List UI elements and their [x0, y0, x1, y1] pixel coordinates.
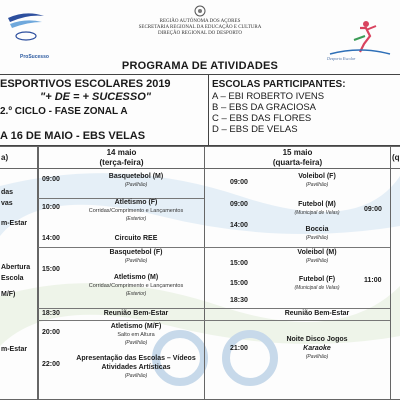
activity-name: Noite Disco Jogos [286, 336, 348, 343]
activity-detail: Atividades Artísticas [101, 364, 171, 371]
page-title: PROGRAMA DE ATIVIDADES [121, 60, 279, 72]
activity-detail: Salto em Altura [117, 332, 155, 338]
info-divider [208, 75, 209, 145]
day-header: (q [391, 147, 400, 169]
time-label: 15:00 [230, 280, 248, 287]
time-label: 18:30 [230, 297, 248, 304]
time-label: 09:00 [364, 206, 382, 213]
time-label: 15:00 [230, 260, 248, 267]
schedule-grid [0, 146, 400, 400]
activity-venue: (Municipal de Velas) [294, 285, 340, 291]
header-line-2: SECRETARIA REGIONAL DA EDUCAÇÃO E CULTURA [138, 25, 262, 30]
government-header [125, 4, 275, 37]
activity-venue: (Pavilhão) [124, 258, 148, 264]
school-item: C – EBS DAS FLORES [212, 113, 312, 124]
activity-name: Basquetebol (M) [108, 173, 164, 180]
day-column-monday [0, 146, 38, 400]
event-cycle: 2.º CICLO - FASE ZONAL A [0, 106, 128, 117]
activity-detail: Corridas/Comprimento e Lançamentos [88, 208, 184, 214]
fragment-text: das [1, 189, 14, 196]
activity-venue: (Pavilhão) [124, 373, 148, 379]
fragment-text: Abertura [1, 264, 31, 271]
activity-name: Boccia [305, 226, 329, 233]
activity-name: Atletismo (F) [114, 199, 158, 206]
activity-venue: (Municipal de Velas) [294, 210, 340, 216]
activity-venue: (Pavilhão) [305, 354, 329, 360]
time-label: 09:00 [230, 201, 248, 208]
row-divider [204, 320, 391, 321]
activity-name: Futebol (F) [298, 276, 336, 283]
school-item: D – EBS DE VELAS [212, 124, 298, 135]
activity-name: Atletismo (M/F) [110, 323, 162, 330]
header-line-3: DIREÇÃO REGIONAL DO DESPORTO [157, 31, 242, 36]
header-line-1: REGIÃO AUTÓNOMA DOS AÇORES [159, 19, 241, 24]
participating-schools [212, 79, 400, 135]
activity-venue: (Exterior) [125, 291, 147, 297]
activity-name: Basquetebol (F) [109, 249, 163, 256]
school-sports-logo-icon [326, 18, 394, 58]
activity-name: Circuito REE [114, 235, 158, 242]
time-label: 14:00 [230, 222, 248, 229]
row-divider [38, 247, 205, 248]
coat-of-arms-icon [193, 4, 207, 18]
event-name: ESPORTIVOS ESCOLARES 2019 [0, 78, 171, 90]
time-label: 10:00 [42, 204, 60, 211]
time-label: 11:00 [364, 277, 382, 284]
time-label: 14:00 [42, 235, 60, 242]
event-dates: A 16 DE MAIO - EBS VELAS [0, 130, 146, 142]
day-weekday: (terça-feira) [99, 158, 144, 167]
row-divider [204, 247, 391, 248]
activity-venue: (Pavilhão) [124, 340, 148, 346]
day-header [205, 147, 390, 169]
activity-name: Futebol (M) [298, 201, 336, 208]
time-label: 20:00 [42, 329, 60, 336]
time-label: 21:00 [230, 345, 248, 352]
day-date: 15 maio [282, 148, 313, 157]
activity-venue: (Pavilhão) [124, 182, 148, 188]
activity-venue: (Pavilhão) [305, 235, 329, 241]
fragment-text: M/F) [1, 291, 16, 298]
fragment-text: m-Estar [1, 220, 28, 227]
time-label: 18:30 [42, 310, 60, 317]
event-info-box [0, 74, 400, 146]
row-divider [38, 320, 205, 321]
activity-name: Reunião Bem-Estar [284, 310, 350, 317]
school-item: A – EBI ROBERTO IVENS [212, 91, 325, 102]
day-header [39, 147, 204, 169]
day-date: 14 maio [106, 148, 137, 157]
day-header: a) [0, 147, 37, 169]
time-label: 22:00 [42, 361, 60, 368]
activity-venue: (Exterior) [125, 216, 147, 222]
activity-name: Atletismo (M) [113, 274, 159, 281]
event-slogan: "+ DE = + SUCESSO" [40, 91, 151, 103]
schools-heading: ESCOLAS PARTICIPANTES: [212, 79, 346, 90]
activity-detail: Corridas/Comprimento e Lançamentos [88, 283, 184, 289]
activity-name: Reunião Bem-Estar [103, 310, 169, 317]
time-label: 09:00 [230, 179, 248, 186]
activity-name: Voleibol (M) [297, 249, 337, 256]
fragment-text: m-Estar [1, 346, 28, 353]
day-column-thursday [390, 146, 400, 400]
activity-venue: (Pavilhão) [305, 182, 329, 188]
fragment-text: vas [1, 200, 13, 207]
row-divider [38, 308, 205, 309]
row-divider [204, 308, 391, 309]
day-weekday: (quarta-feira) [272, 158, 323, 167]
activity-detail: Karaoke [303, 345, 331, 352]
right-logo-caption: Desporto Escolar [327, 56, 356, 61]
time-label: 09:00 [42, 176, 60, 183]
school-item: B – EBS DA GRACIOSA [212, 102, 317, 113]
regional-logo-icon [4, 6, 48, 46]
prosucesso-logo-caption: ProSucesso [20, 54, 49, 60]
fragment-text: Escola [1, 275, 24, 282]
activity-name: Voleibol (F) [298, 173, 336, 180]
time-label: 15:00 [42, 266, 60, 273]
activity-venue: (Pavilhão) [305, 258, 329, 264]
activity-name: Apresentação das Escolas – Vídeos [76, 355, 196, 362]
